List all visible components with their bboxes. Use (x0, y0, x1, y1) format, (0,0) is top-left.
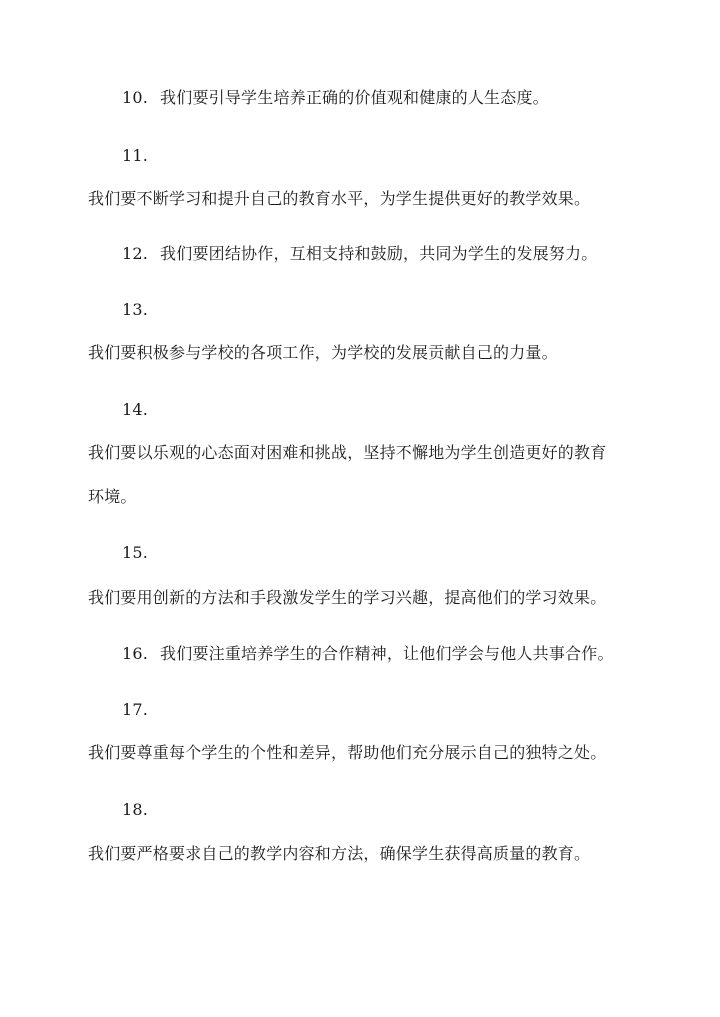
item-text-14-line1: 我们要以乐观的心态面对困难和挑战，坚持不懈地为学生创造更好的教育 (88, 443, 607, 462)
item-text-15: 我们要用创新的方法和手段激发学生的学习兴趣，提高他们的学习效果。 (88, 588, 607, 607)
item-text-17: 我们要尊重每个学生的个性和差异，帮助他们充分展示自己的独特之处。 (88, 743, 607, 762)
item-number-13: 13. (122, 300, 149, 319)
item-number-11: 11. (122, 146, 149, 165)
item-number: 12. (122, 244, 149, 263)
item-text: 我们要引导学生培养正确的价值观和健康的人生态度。 (160, 88, 549, 107)
item-number-17: 17. (122, 700, 149, 719)
item-text-13: 我们要积极参与学校的各项工作，为学校的发展贡献自己的力量。 (88, 343, 558, 362)
item-number-14: 14. (122, 400, 149, 419)
item-text-14-line2: 环境。 (88, 487, 137, 506)
list-item-10 (122, 88, 549, 108)
item-number-18: 18. (122, 800, 149, 819)
item-text-11: 我们要不断学习和提升自己的教育水平，为学生提供更好的教学效果。 (88, 189, 591, 208)
item-number: 16. (122, 644, 149, 663)
item-text-18: 我们要严格要求自己的教学内容和方法，确保学生获得高质量的教育。 (88, 844, 591, 863)
item-text: 我们要注重培养学生的合作精神，让他们学会与他人共事合作。 (160, 644, 614, 663)
item-number-15: 15. (122, 543, 149, 562)
list-item-16 (122, 644, 614, 664)
item-number: 10. (122, 88, 149, 107)
item-text: 我们要团结协作，互相支持和鼓励，共同为学生的发展努力。 (160, 244, 598, 263)
list-item-12 (122, 244, 597, 264)
